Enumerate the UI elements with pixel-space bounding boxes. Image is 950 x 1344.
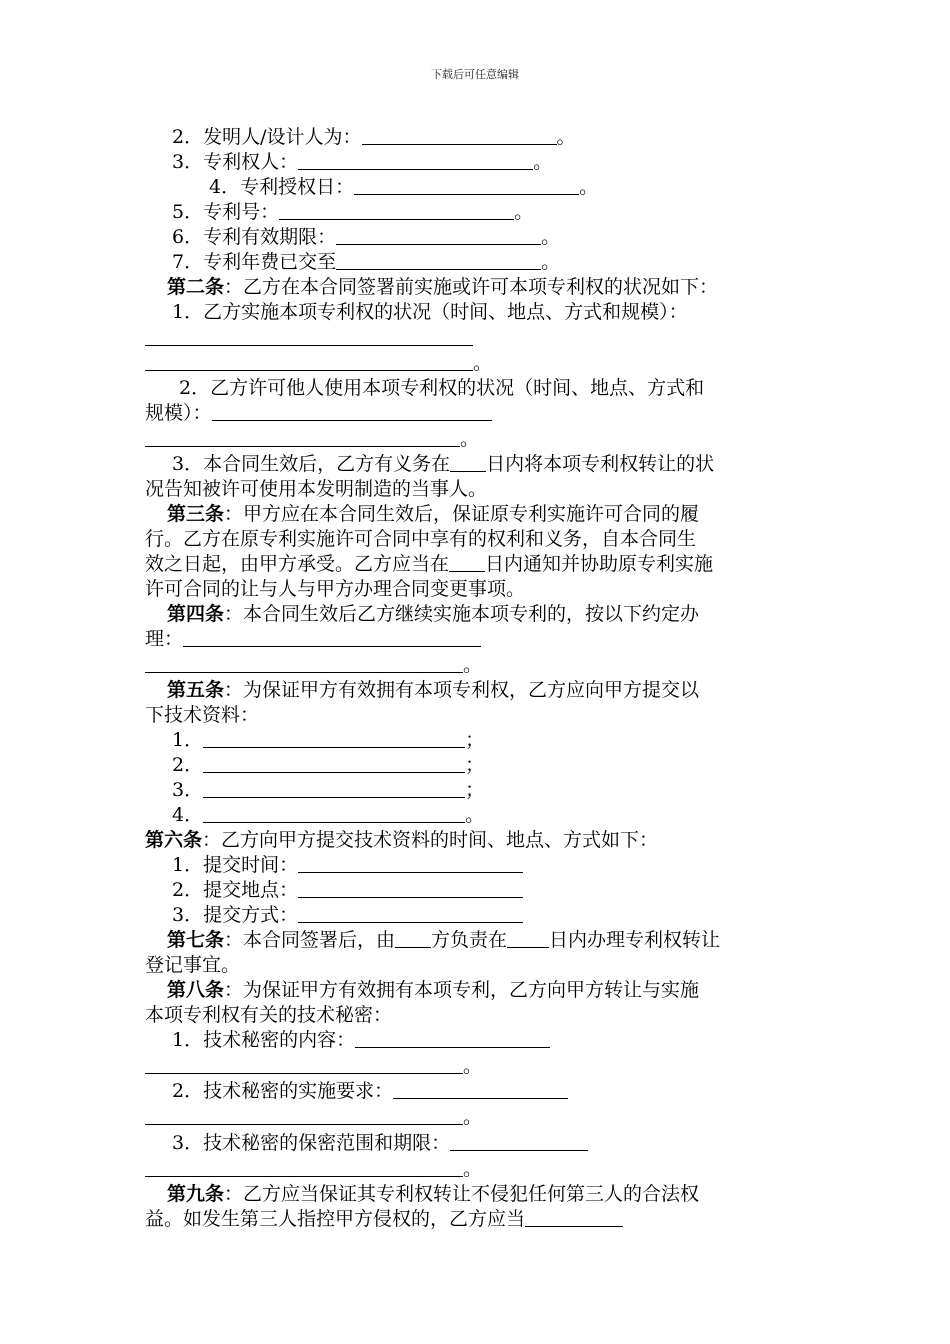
blank-field[interactable]	[362, 125, 557, 145]
blank-field[interactable]	[354, 175, 579, 195]
blank-field[interactable]	[203, 778, 465, 798]
blank-field[interactable]	[145, 1054, 463, 1074]
article-2-heading: 第二条：乙方在本合同签署前实施或许可本项专利权的状况如下：	[167, 276, 719, 298]
blank-field[interactable]	[449, 552, 485, 572]
line-annual-fee: 7．专利年费已交至 。	[172, 251, 561, 273]
line-inventor: 2．发明人/设计人为： 。	[172, 126, 576, 148]
blank-line: 。	[145, 652, 807, 678]
blank-field[interactable]	[393, 1079, 568, 1099]
article-6-item-3: 3．提交方式：	[145, 903, 807, 928]
blank-field[interactable]	[395, 928, 431, 948]
blank-field[interactable]	[450, 452, 486, 472]
article-2-item-3: 3．本合同生效后，乙方有义务在 日内将本项专利权转让的状	[172, 453, 715, 475]
blank-field[interactable]	[145, 1157, 463, 1177]
article-5-item-2: 2． ；	[172, 754, 485, 776]
article-6-heading: 第六条：乙方向甲方提交技术资料的时间、地点、方式如下：	[145, 829, 659, 851]
article-5-item-3: 3． ；	[172, 779, 485, 801]
blank-field[interactable]	[450, 1131, 588, 1151]
blank-field[interactable]	[298, 878, 523, 898]
blank-field[interactable]	[525, 1207, 623, 1227]
blank-line: 。	[145, 1156, 807, 1182]
blank-field[interactable]	[145, 427, 460, 447]
blank-field[interactable]	[145, 326, 473, 346]
blank-field[interactable]	[298, 853, 523, 873]
article-8-line-1: 第八条：为保证甲方有效拥有本项专利，乙方向甲方转让与实施	[167, 979, 700, 1001]
article-5-line-1: 第五条：为保证甲方有效拥有本项专利权，乙方应向甲方提交以	[167, 679, 700, 701]
blank-field[interactable]	[279, 200, 514, 220]
article-4-line-1: 第四条：本合同生效后乙方继续实施本项专利的，按以下约定办	[167, 603, 700, 625]
line-grant-date: 4．专利授权日： 。	[209, 176, 599, 198]
article-8-item-3: 3．技术秘密的保密范围和期限：	[145, 1130, 807, 1156]
article-6-item-1: 1．提交时间：	[145, 853, 807, 878]
blank-field[interactable]	[203, 753, 465, 773]
blank-field[interactable]	[355, 1028, 550, 1048]
blank-field[interactable]	[336, 250, 541, 270]
article-6-item-2: 2．提交地点：	[145, 878, 807, 903]
line-validity: 6．专利有效期限： 。	[172, 226, 561, 248]
article-8-item-2: 2．技术秘密的实施要求：	[145, 1079, 807, 1104]
document-body	[145, 125, 807, 1232]
blank-line: 。	[145, 426, 807, 452]
blank-line: 。	[145, 351, 807, 376]
article-3-line-3: 效之日起，由甲方承受。乙方应当在 日内通知并协助原专利实施	[145, 553, 714, 575]
line-patentee: 3．专利权人： 。	[172, 151, 553, 173]
article-9-line-2: 益。如发生第三人指控甲方侵权的，乙方应当	[145, 1207, 807, 1232]
blank-field[interactable]	[145, 1105, 463, 1125]
article-9-line-1: 第九条：乙方应当保证其专利权转让不侵犯任何第三人的合法权	[167, 1183, 700, 1205]
blank-field[interactable]	[298, 903, 523, 923]
article-2-item-2-cont: 规模）：	[145, 401, 807, 426]
article-4-line-2: 理：	[145, 627, 807, 652]
blank-field[interactable]	[145, 351, 473, 371]
blank-field[interactable]	[298, 150, 533, 170]
article-3-line-2: 行。乙方在原专利实施许可合同中享有的权利和义务，自本合同生	[145, 528, 697, 550]
article-5-line-2: 下技术资料：	[145, 704, 260, 726]
article-5-item-4: 4． 。	[172, 804, 485, 826]
page-header: 下载后可任意编辑	[431, 68, 519, 81]
article-3-line-4: 许可合同的让与人与甲方办理合同变更事项。	[145, 578, 526, 600]
article-3-line-1: 第三条：甲方应在本合同生效后，保证原专利实施许可合同的履	[167, 503, 700, 525]
line-patent-number: 5．专利号： 。	[172, 201, 534, 223]
article-5-item-1: 1． ；	[172, 729, 485, 751]
blank-line	[145, 325, 807, 351]
article-7-line-1: 第七条：本合同签署后，由 方负责在 日内办理专利权转让	[167, 929, 721, 951]
blank-field[interactable]	[145, 653, 463, 673]
article-2-item-3-cont: 况告知被许可使用本发明制造的当事人。	[145, 478, 488, 500]
blank-field[interactable]	[183, 627, 481, 647]
blank-field[interactable]	[336, 225, 541, 245]
article-8-line-2: 本项专利权有关的技术秘密：	[145, 1004, 393, 1026]
blank-field[interactable]	[203, 728, 465, 748]
article-7-line-2: 登记事宜。	[145, 954, 241, 976]
blank-field[interactable]	[507, 928, 549, 948]
blank-field[interactable]	[203, 803, 465, 823]
blank-line: 。	[145, 1104, 807, 1130]
article-2-item-2: 2．乙方许可他人使用本项专利权的状况（时间、地点、方式和	[179, 377, 705, 399]
article-2-item-1: 1．乙方实施本项专利权的状况（时间、地点、方式和规模）：	[172, 301, 688, 323]
blank-line: 。	[145, 1053, 807, 1079]
blank-field[interactable]	[212, 401, 492, 421]
article-8-item-1: 1．技术秘密的内容：	[145, 1028, 807, 1053]
